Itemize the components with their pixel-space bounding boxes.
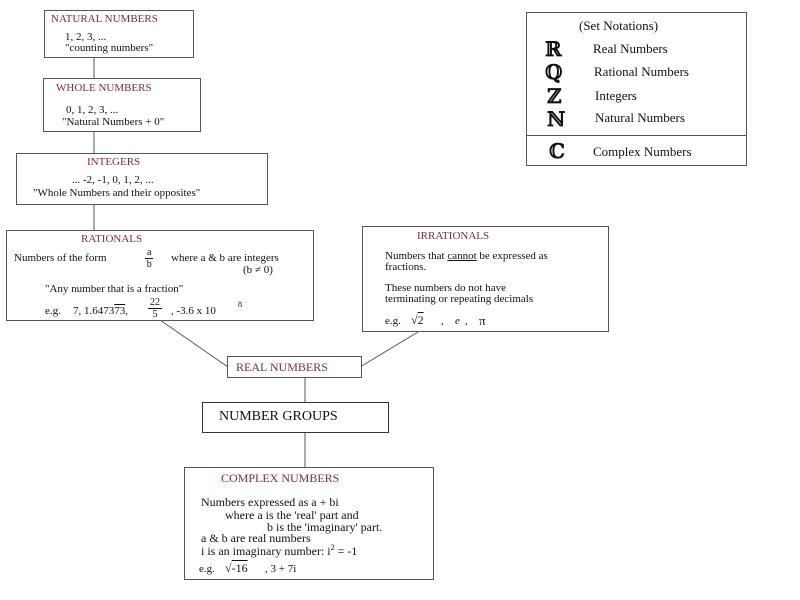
legend-label-real: Real Numbers — [593, 41, 668, 56]
rationals-example-fraction — [148, 297, 162, 320]
integers-list: ... -2, -1, 0, 1, 2, ... — [72, 174, 154, 186]
number-groups-box — [202, 402, 389, 433]
irrationals-line4: terminating or repeating decimals — [385, 293, 534, 305]
complex-line3: b is the 'imaginary' part. — [267, 520, 383, 534]
natural-numbers-title: NATURAL NUMBERS — [51, 13, 158, 25]
real-numbers-box — [227, 356, 362, 378]
complex-numbers-title: COMPLEX NUMBERS — [221, 471, 340, 485]
natural-numbers-list: 1, 2, 3, ... — [65, 31, 107, 43]
connector-irrationals-real — [360, 332, 418, 367]
complex-example-sqrt — [225, 561, 248, 576]
irrationals-example-label: e.g. — [385, 315, 401, 327]
connector-rationals-real — [160, 320, 228, 367]
rationals-example-exponent: 8 — [238, 300, 242, 309]
legend-label-rational: Rational Numbers — [594, 64, 689, 79]
rational-symbol-icon: ℚ — [545, 60, 563, 84]
rationals-example-repeat: 73 — [114, 305, 126, 317]
rationals-form-suffix: where a & b are integers — [171, 252, 279, 264]
natural-numbers-desc: "counting numbers" — [65, 42, 154, 54]
example-fraction-numerator: 22 — [150, 297, 160, 308]
set-notations-legend — [526, 12, 747, 166]
rationals-form-prefix: Numbers of the form — [14, 252, 107, 264]
irrationals-line1-pre: Numbers that — [385, 250, 445, 262]
complex-numbers-box — [184, 467, 434, 580]
integers-desc: "Whole Numbers and their opposites" — [33, 187, 201, 199]
irrationals-line3: These numbers do not have — [385, 282, 506, 294]
rationals-quote: "Any number that is a fraction" — [45, 283, 184, 295]
rationals-example-label: e.g. — [45, 305, 61, 317]
natural-numbers-box — [44, 10, 194, 58]
whole-numbers-box — [43, 78, 201, 132]
fraction-numerator: a — [147, 247, 152, 258]
example-fraction-denominator: 5 — [152, 309, 158, 320]
irrationals-line1-post: be expressed as — [479, 250, 548, 262]
natural-symbol-icon: ℕ — [547, 107, 566, 131]
sqrt-icon: √ — [225, 561, 232, 575]
sqrt-icon: √ — [411, 313, 418, 327]
complex-line5 — [201, 543, 357, 559]
rationals-example-values: 7, 1.647373, — [73, 305, 128, 317]
complex-symbol-icon: ℂ — [549, 139, 565, 163]
real-numbers-title: REAL NUMBERS — [236, 360, 328, 374]
rationals-box — [6, 230, 314, 321]
legend-heading: (Set Notations) — [579, 18, 659, 33]
whole-numbers-title: WHOLE NUMBERS — [56, 82, 152, 94]
complex-example-rest: , 3 + 7i — [265, 563, 297, 575]
integer-symbol-icon: ℤ — [547, 84, 562, 108]
rationals-form-fraction — [145, 247, 153, 270]
irrationals-comma-1: , — [441, 315, 444, 327]
legend-label-integers: Integers — [595, 88, 637, 103]
legend-divider — [527, 135, 746, 136]
complex-line5-pre: i is an imaginary number: i — [201, 544, 331, 558]
irrationals-sqrt-value: 2 — [417, 313, 424, 327]
whole-numbers-desc: "Natural Numbers + 0" — [62, 116, 165, 128]
complex-line5-exponent: 2 — [330, 543, 335, 552]
irrationals-example-e: e — [455, 315, 460, 327]
integers-box — [16, 153, 268, 205]
real-symbol-icon: ℝ — [545, 37, 562, 61]
irrationals-comma-2: , — [465, 315, 468, 327]
rationals-example-scientific: , -3.6 x 10 — [171, 305, 216, 317]
rationals-condition: (b ≠ 0) — [243, 264, 273, 276]
irrationals-example-pi: π — [479, 313, 486, 328]
integers-title: INTEGERS — [87, 156, 141, 168]
number-groups-title: NUMBER GROUPS — [219, 409, 338, 424]
complex-example-label: e.g. — [199, 563, 215, 575]
irrationals-example-sqrt — [411, 313, 424, 328]
complex-line4: a & b are real numbers — [201, 531, 311, 545]
rationals-title: RATIONALS — [81, 233, 143, 245]
legend-label-natural: Natural Numbers — [595, 110, 685, 125]
complex-line2: where a is the 'real' part and — [225, 508, 359, 522]
irrationals-box — [362, 226, 609, 332]
irrationals-title: IRRATIONALS — [417, 230, 490, 242]
irrationals-line2: fractions. — [385, 261, 427, 273]
rationals-example-decimal: 7, 1.6473 — [73, 305, 115, 317]
irrationals-line1-emphasis: cannot — [447, 250, 477, 262]
whole-numbers-list: 0, 1, 2, 3, ... — [66, 104, 119, 116]
complex-line1: Numbers expressed as a + bi — [201, 495, 339, 509]
fraction-denominator: b — [146, 259, 152, 270]
complex-sqrt-value: -16 — [231, 561, 248, 575]
legend-label-complex: Complex Numbers — [593, 144, 692, 159]
complex-line5-post: = -1 — [334, 544, 358, 558]
